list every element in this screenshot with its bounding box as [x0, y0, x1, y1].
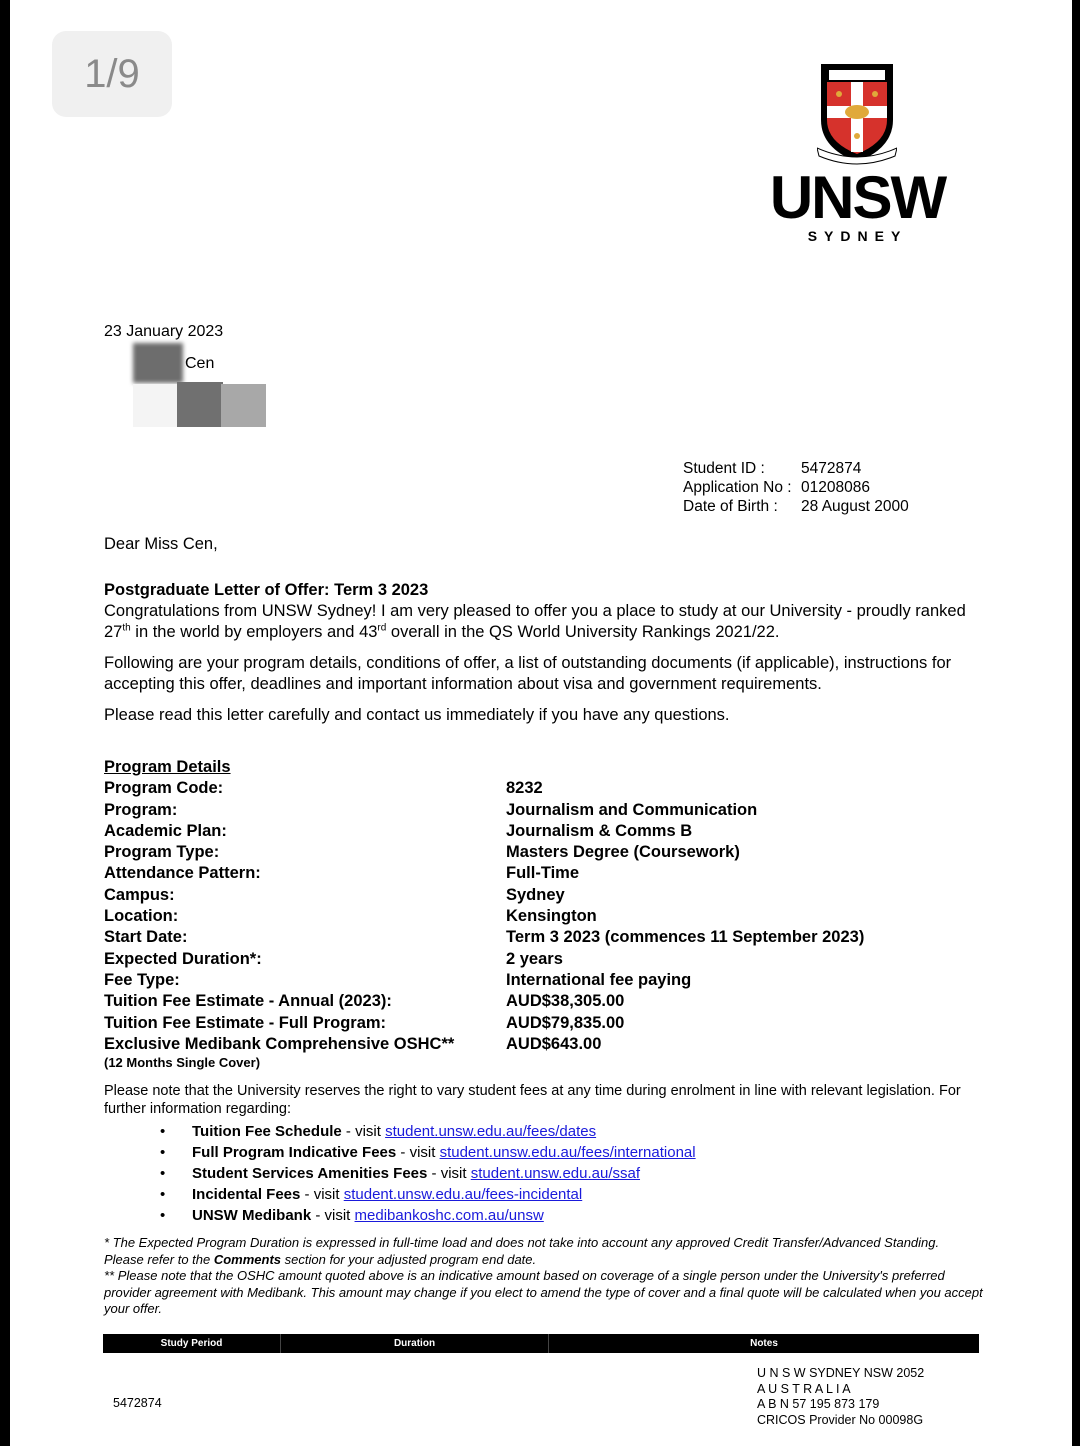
viewer-edge-left	[0, 0, 10, 1446]
program-detail-row	[104, 1013, 984, 1034]
fee-link-separator: - visit	[341, 1123, 386, 1140]
program-detail-label: Attendance Pattern:	[104, 864, 261, 883]
footer-address	[757, 1366, 924, 1428]
fee-link-item	[160, 1205, 984, 1226]
oshc-cover-note: (12 Months Single Cover)	[104, 1055, 261, 1071]
program-detail-row	[104, 970, 984, 991]
program-detail-row	[104, 1034, 984, 1055]
logo-wordmark: UNSW	[769, 164, 946, 231]
program-detail-row	[104, 800, 984, 821]
address-line: A B N 57 195 873 179	[757, 1397, 880, 1411]
fee-link-url[interactable]: student.unsw.edu.au/fees/international	[439, 1144, 696, 1161]
redaction-block	[177, 382, 223, 427]
program-detail-row	[104, 991, 984, 1012]
program-detail-label: Expected Duration*:	[104, 949, 262, 968]
salutation: Dear Miss Cen,	[104, 535, 218, 553]
program-detail-label: Campus:	[104, 885, 175, 904]
program-detail-label: Fee Type:	[104, 970, 180, 989]
program-detail-value: Sydney	[506, 885, 565, 904]
program-detail-value: Full-Time	[506, 864, 580, 883]
study-period-table-header	[103, 1334, 979, 1353]
letter-date: 23 January 2023	[104, 323, 224, 340]
program-detail-value: International fee paying	[506, 970, 692, 989]
letter-body	[104, 580, 984, 726]
fee-link-url[interactable]: medibankoshc.com.au/unsw	[354, 1207, 544, 1224]
recipient-name: Cen	[185, 355, 215, 372]
application-no: 01208086	[801, 479, 870, 496]
program-detail-value: AUD$79,835.00	[506, 1013, 625, 1032]
fee-link-url[interactable]: student.unsw.edu.au/fees/dates	[385, 1123, 597, 1140]
fee-link-url[interactable]: student.unsw.edu.au/ssaf	[470, 1165, 641, 1182]
column-header: Study Period	[103, 1334, 281, 1353]
fee-link-name: Student Services Amenities Fees	[192, 1165, 428, 1182]
program-detail-value: AUD$643.00	[506, 1034, 602, 1053]
program-detail-label: Program:	[104, 800, 178, 819]
paragraph-program-info: Following are your program details, conditions of offer, a list of outstanding documents (if applicable), instructions for accepting this offer, deadlines and important information about visa and government requirements.	[104, 654, 952, 693]
fee-links-list	[104, 1121, 984, 1226]
column-header: Notes	[750, 1338, 778, 1349]
fees-note-intro: Please note that the University reserves the right to vary student fees at any time during enrolment in line with relevant legislation. For further information regarding:	[104, 1083, 961, 1117]
fee-link-separator: - visit	[311, 1207, 355, 1224]
program-detail-value: 2 years	[506, 949, 563, 968]
program-detail-value: Masters Degree (Coursework)	[506, 843, 740, 862]
footnotes	[104, 1235, 984, 1318]
footnote-comments: Please refer to the Comments section for your adjusted program end date.	[104, 1251, 537, 1267]
program-detail-row	[104, 906, 984, 927]
program-detail-row	[104, 778, 984, 799]
program-detail-value: Journalism and Communication	[506, 800, 758, 819]
program-detail-row	[104, 821, 984, 842]
program-detail-row	[104, 949, 984, 970]
footnote-duration: * The Expected Program Duration is expressed in full-time load and does not take into account any approved Credit Transfer/Advanced Standing.	[104, 1235, 940, 1250]
fee-link-item	[160, 1121, 984, 1142]
paragraph-read-carefully: Please read this letter carefully and contact us immediately if you have any questions.	[104, 706, 730, 724]
fee-link-item	[160, 1184, 984, 1205]
fee-link-name: Full Program Indicative Fees	[192, 1144, 397, 1161]
fee-link-item	[160, 1163, 984, 1184]
fee-link-url[interactable]: student.unsw.edu.au/fees-incidental	[343, 1186, 583, 1203]
fee-link-separator: - visit	[300, 1186, 344, 1203]
fee-link-name: Tuition Fee Schedule	[192, 1123, 342, 1140]
program-detail-label: Start Date:	[104, 928, 188, 947]
crest-icon	[817, 62, 897, 166]
viewer-edge-right	[1072, 0, 1080, 1446]
redaction-block	[133, 384, 177, 427]
address-line: U N S W SYDNEY NSW 2052	[757, 1366, 925, 1380]
dob: 28 August 2000	[801, 498, 909, 515]
logo-subtitle: SYDNEY	[807, 228, 908, 244]
fees-note	[104, 1082, 984, 1226]
program-detail-value: Kensington	[506, 907, 597, 926]
student-id: 5472874	[801, 460, 862, 477]
footnote-oshc: ** Please note that the OSHC amount quoted above is an indicative amount based on coverage of a single person under the University's preferred provider agreement with Medibank. This amount may change if you elect to amend the type of cover and a final quote will be calculated when you accept your offer.	[104, 1268, 983, 1316]
program-detail-value: AUD$38,305.00	[506, 992, 625, 1011]
program-detail-label: Tuition Fee Estimate - Annual (2023):	[104, 992, 392, 1011]
program-details-title: Program Details	[104, 758, 231, 776]
program-detail-value: 8232	[506, 779, 543, 798]
footer-student-id: 5472874	[113, 1396, 162, 1410]
program-detail-label: Program Type:	[104, 843, 220, 862]
letter-heading: Postgraduate Letter of Offer: Term 3 2023	[104, 581, 429, 599]
unsw-logo	[760, 62, 955, 244]
program-detail-label: Location:	[104, 907, 179, 926]
program-detail-label: Program Code:	[104, 779, 224, 798]
redaction-block	[221, 384, 266, 427]
program-detail-value: Term 3 2023 (commences 11 September 2023)	[506, 928, 865, 947]
address-line: CRICOS Provider No 00098G	[757, 1412, 924, 1427]
program-detail-value: Journalism & Comms B	[506, 821, 693, 840]
page-indicator[interactable]: 1/9	[52, 31, 172, 117]
program-detail-label: Exclusive Medibank Comprehensive OSHC**	[104, 1034, 455, 1053]
paragraph-congratulations: Congratulations from UNSW Sydney! I am very pleased to offer you a place to study at our University - proudly ranked 27th in the world by employers and 43rd overall in the QS World University Rankings 2021/22.	[104, 602, 966, 641]
redaction-block	[133, 343, 183, 383]
program-detail-row	[104, 927, 984, 948]
program-detail-label: Academic Plan:	[104, 821, 227, 840]
program-detail-label: Tuition Fee Estimate - Full Program:	[104, 1013, 387, 1032]
program-details	[104, 757, 984, 1071]
fee-link-name: Incidental Fees	[192, 1186, 301, 1203]
student-identifiers	[683, 459, 909, 516]
application-no-label: Application No :	[683, 479, 792, 496]
student-id-label: Student ID :	[683, 460, 765, 477]
fee-link-item	[160, 1142, 984, 1163]
fee-link-separator: - visit	[396, 1144, 440, 1161]
fee-link-separator: - visit	[427, 1165, 471, 1182]
address-line: A U S T R A L I A	[757, 1381, 851, 1396]
fee-link-name: UNSW Medibank	[192, 1207, 312, 1224]
column-header: Duration	[281, 1334, 549, 1353]
program-detail-row	[104, 885, 984, 906]
program-detail-row	[104, 842, 984, 863]
program-detail-row	[104, 863, 984, 884]
dob-label: Date of Birth :	[683, 498, 778, 515]
